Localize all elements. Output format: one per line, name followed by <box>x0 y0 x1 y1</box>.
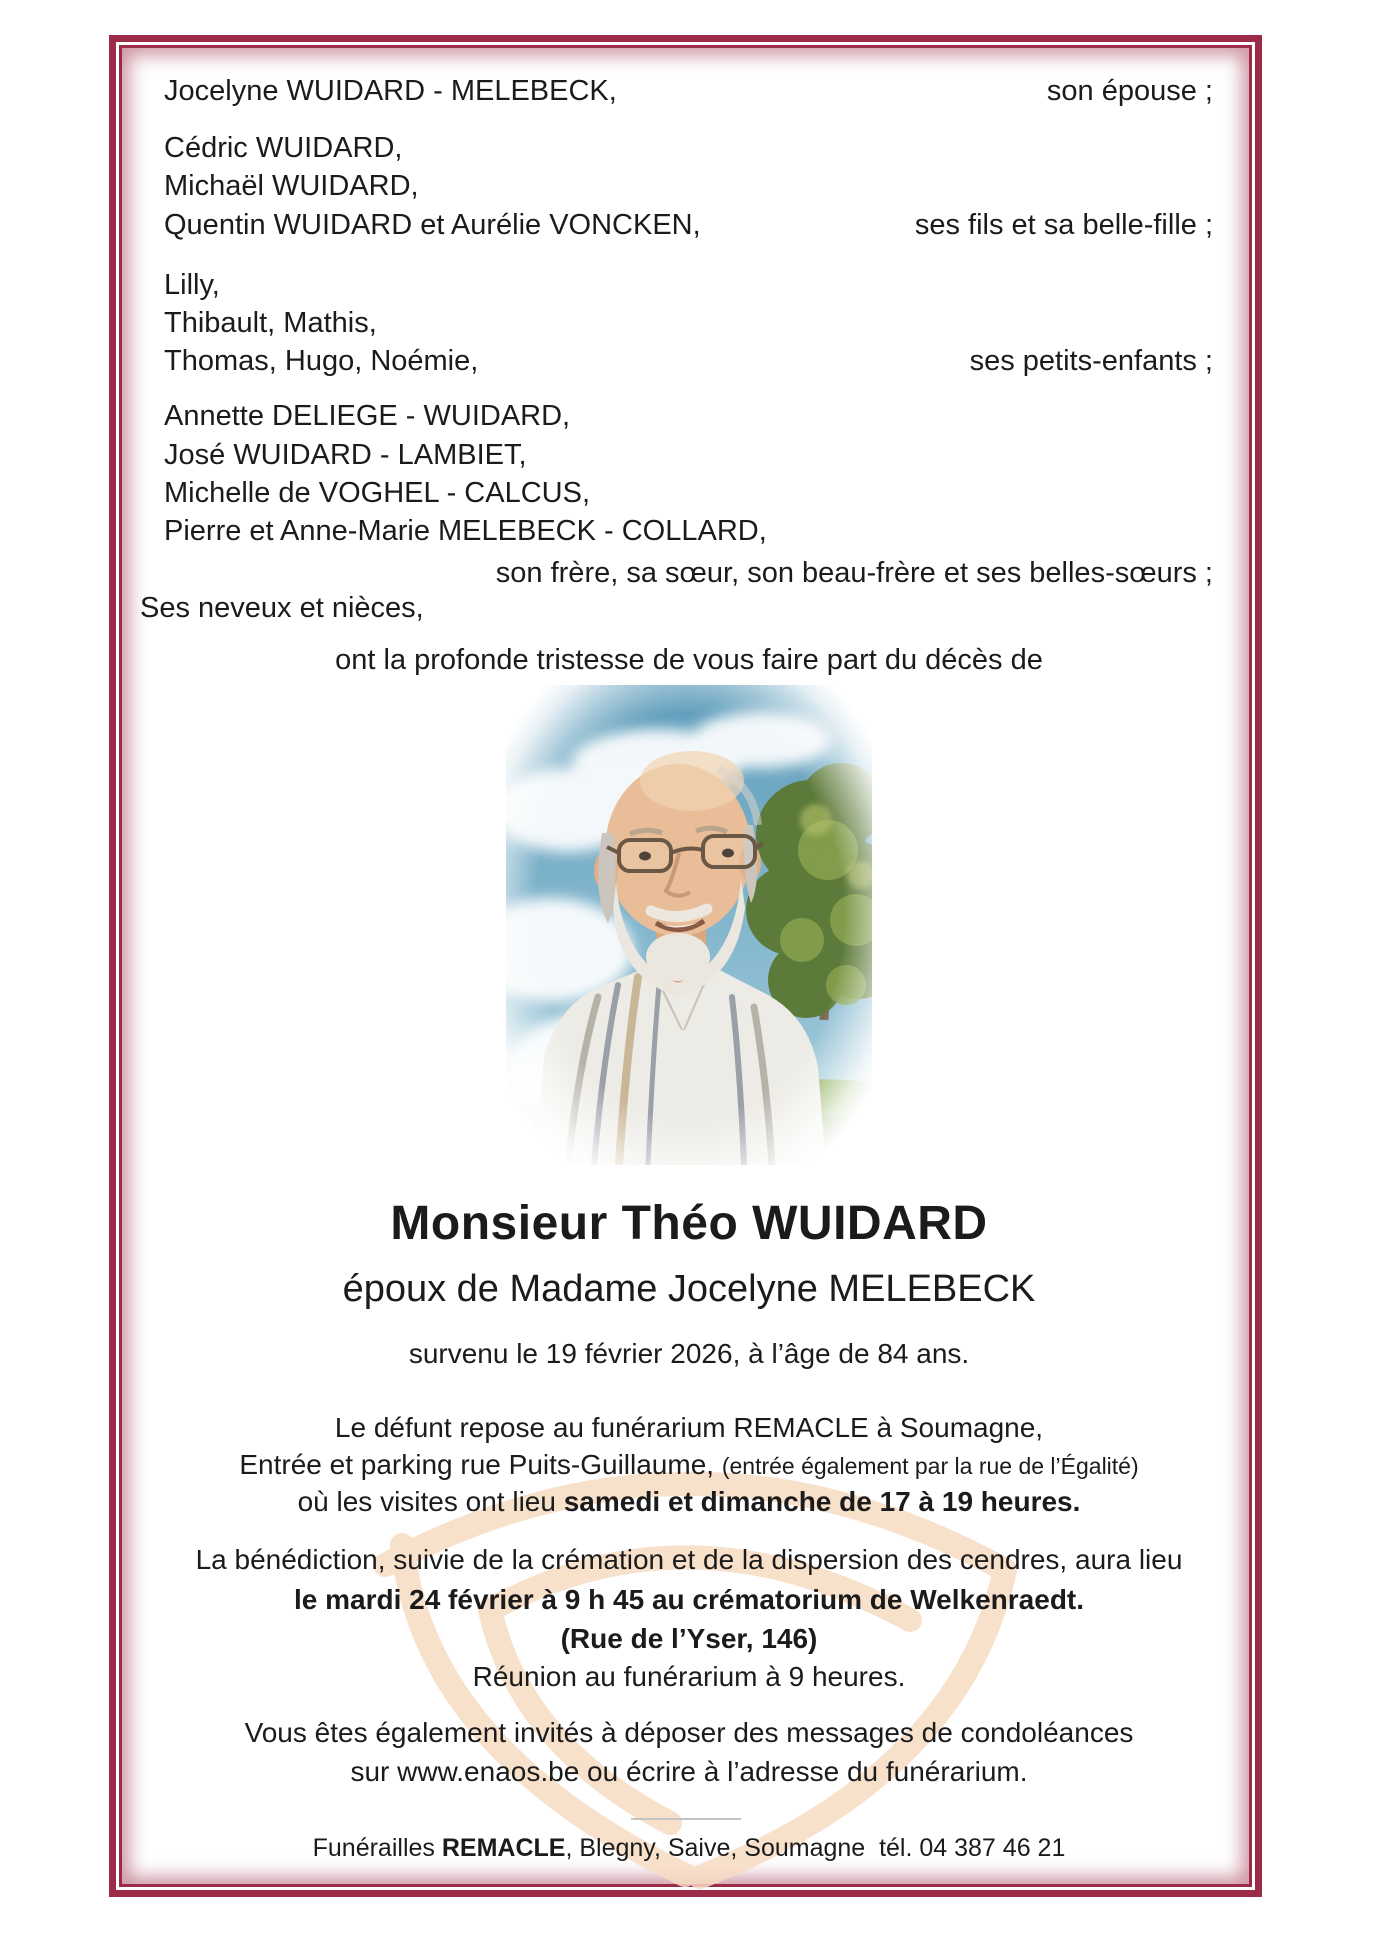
footer-prefix: Funérailles <box>312 1834 442 1862</box>
relation-label: son épouse ; <box>1046 75 1213 107</box>
family-row-sons <box>164 206 1213 244</box>
ceremony-line-4: Réunion au funérarium à 9 heures. <box>472 1661 906 1692</box>
family-name: Lilly, <box>164 269 220 301</box>
ceremony-address-bold: (Rue de l’Yser, 146) <box>560 1623 818 1654</box>
family-name: Cédric WUIDARD, <box>164 132 403 164</box>
family-name: Annette DELIEGE - WUIDARD, <box>164 400 571 432</box>
relation-label: son frère, sa sœur, son beau-frère et ses belles-sœurs ; <box>495 557 1213 589</box>
visitation-line-2-main: Entrée et parking rue Puits-Guillaume, <box>239 1449 722 1480</box>
visitation-line-3 <box>116 1484 1262 1520</box>
visitation-line-2 <box>116 1447 1262 1484</box>
death-date-line: survenu le 19 février 2026, à l’âge de 84 ans. <box>408 1338 970 1369</box>
photo-vignette <box>506 685 872 1165</box>
footer-brand: REMACLE <box>441 1834 566 1862</box>
deceased-name-title: Monsieur Théo WUIDARD <box>390 1197 988 1250</box>
visitation-hours-bold: samedi et dimanche de 17 à 19 heures. <box>563 1486 1081 1517</box>
family-name: José WUIDARD - LAMBIET, <box>164 439 527 471</box>
family-name: Pierre et Anne-Marie MELEBECK - COLLARD, <box>164 515 767 547</box>
footer-suffix: , Blegny, Saive, Soumagne tél. 04 387 46 21 <box>565 1834 1066 1862</box>
family-row-grandchildren <box>164 342 1213 380</box>
family-name: Jocelyne WUIDARD - MELEBECK, <box>164 75 617 107</box>
deceased-spouse-line: époux de Madame Jocelyne MELEBECK <box>342 1268 1036 1310</box>
family-name: Michaël WUIDARD, <box>164 170 419 202</box>
condolences-line-2: sur www.enaos.be ou écrire à l’adresse du funérarium. <box>350 1756 1028 1787</box>
family-name: Ses neveux et nièces, <box>140 592 424 624</box>
family-name: Quentin WUIDARD et Aurélie VONCKEN, <box>164 209 701 241</box>
condolences-line-1: Vous êtes également invités à déposer des messages de condoléances <box>244 1717 1134 1748</box>
ceremony-date-bold: le mardi 24 février à 9 h 45 au crématorium de Welkenraedt. <box>293 1584 1085 1615</box>
family-name: Thomas, Hugo, Noémie, <box>164 345 479 377</box>
ceremony-line-1: La bénédiction, suivie de la crémation et de la dispersion des cendres, aura lieu <box>195 1544 1183 1575</box>
portrait-photo <box>506 685 872 1165</box>
relation-label: ses fils et sa belle-fille ; <box>914 209 1213 241</box>
footer-line <box>116 1832 1262 1864</box>
family-name: Thibault, Mathis, <box>164 307 377 339</box>
family-row-spouse <box>164 72 1213 110</box>
footer-divider <box>631 1818 741 1820</box>
intro-line: ont la profonde tristesse de vous faire part du décès de <box>335 644 1043 676</box>
visitation-line-2-note: (entrée également par la rue de l’Égalité) <box>721 1453 1139 1479</box>
family-name: Michelle de VOGHEL - CALCUS, <box>164 477 591 509</box>
visitation-line-1: Le défunt repose au funérarium REMACLE à Soumagne, <box>334 1412 1044 1443</box>
relation-label: ses petits-enfants ; <box>969 345 1213 377</box>
visitation-line-3-prefix: où les visites ont lieu <box>297 1486 564 1517</box>
